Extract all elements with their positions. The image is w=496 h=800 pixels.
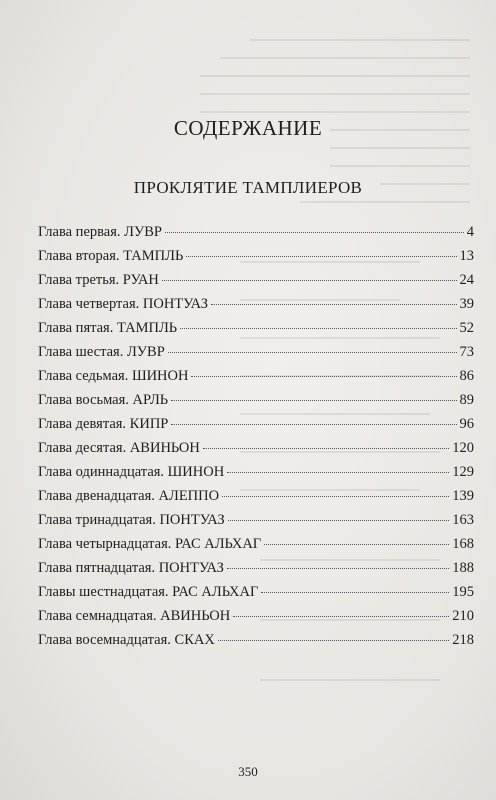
dot-leader bbox=[227, 472, 449, 473]
toc-entry-title: Глава одиннадцатая. ШИНОН bbox=[38, 464, 225, 480]
toc-entry-page: 139 bbox=[452, 488, 474, 504]
dot-leader bbox=[218, 640, 449, 641]
toc-entry-title: Глава шестая. ЛУВР bbox=[38, 344, 165, 360]
toc-entry-title: Глава двенадцатая. АЛЕППО bbox=[38, 488, 220, 504]
toc-entry-title: Глава четвертая. ПОНТУАЗ bbox=[38, 296, 209, 312]
dot-leader bbox=[168, 352, 457, 353]
toc-entry-title: Глава десятая. АВИНЬОН bbox=[38, 440, 200, 456]
toc-entry-page: 86 bbox=[459, 368, 474, 384]
toc-entry bbox=[38, 368, 474, 392]
toc-entry bbox=[38, 560, 474, 584]
toc-entry-page: 73 bbox=[459, 344, 474, 360]
toc-entry bbox=[38, 464, 474, 488]
toc-entry-page: 129 bbox=[452, 464, 474, 480]
toc-entry-title: Глава тринадцатая. ПОНТУАЗ bbox=[38, 512, 225, 528]
toc-entry-page: 24 bbox=[459, 272, 474, 288]
dot-leader bbox=[171, 400, 456, 401]
toc-entry bbox=[38, 488, 474, 512]
toc-entry-title: Глава восьмая. АРЛЬ bbox=[38, 392, 169, 408]
toc-entry bbox=[38, 416, 474, 440]
toc-entry-title: Глава восемнадцатая. СКАХ bbox=[38, 632, 215, 648]
dot-leader bbox=[264, 544, 449, 545]
dot-leader bbox=[191, 376, 456, 377]
toc-entry-page: 52 bbox=[459, 320, 474, 336]
toc-entry-page: 168 bbox=[452, 536, 474, 552]
toc-entry-title: Глава семнадцатая. АВИНЬОН bbox=[38, 608, 231, 624]
toc-entry-page: 13 bbox=[459, 248, 474, 264]
page-number: 350 bbox=[238, 764, 258, 779]
toc-entry-page: 39 bbox=[459, 296, 474, 312]
toc-entry-page: 218 bbox=[452, 632, 474, 648]
toc-entry bbox=[38, 392, 474, 416]
dot-leader bbox=[162, 280, 457, 281]
dot-leader bbox=[228, 520, 450, 521]
toc-entry bbox=[38, 296, 474, 320]
section-title: ПРОКЛЯТИЕ ТАМПЛИЕРОВ bbox=[133, 178, 363, 197]
dot-leader bbox=[233, 616, 449, 617]
toc-entry bbox=[38, 248, 474, 272]
toc-entry-title: Главы шестнадцатая. РАС АЛЬХАГ bbox=[38, 584, 259, 600]
toc-entry bbox=[38, 272, 474, 296]
toc-entry bbox=[38, 632, 474, 656]
dot-leader bbox=[203, 448, 449, 449]
toc-entry-page: 188 bbox=[452, 560, 474, 576]
dot-leader bbox=[171, 424, 456, 425]
toc-entry-title: Глава первая. ЛУВР bbox=[38, 224, 162, 240]
toc-entry bbox=[38, 344, 474, 368]
dot-leader bbox=[180, 328, 456, 329]
toc-entry bbox=[38, 608, 474, 632]
toc-entry bbox=[38, 536, 474, 560]
table-of-contents bbox=[38, 224, 474, 656]
toc-entry-page: 120 bbox=[452, 440, 474, 456]
page-title: СОДЕРЖАНИЕ bbox=[173, 116, 323, 140]
toc-entry-title: Глава седьмая. ШИНОН bbox=[38, 368, 189, 384]
toc-entry-title: Глава девятая. КИПР bbox=[38, 416, 169, 432]
toc-entry-title: Глава третья. РУАН bbox=[38, 272, 159, 288]
dot-leader bbox=[261, 592, 449, 593]
toc-entry bbox=[38, 224, 474, 248]
toc-entry-page: 89 bbox=[459, 392, 474, 408]
toc-entry-page: 195 bbox=[452, 584, 474, 600]
toc-entry bbox=[38, 320, 474, 344]
toc-entry bbox=[38, 512, 474, 536]
dot-leader bbox=[222, 496, 449, 497]
dot-leader bbox=[227, 568, 449, 569]
toc-entry-page: 210 bbox=[452, 608, 474, 624]
toc-entry-title: Глава пятая. ТАМПЛЬ bbox=[38, 320, 178, 336]
toc-entry-title: Глава пятнадцатая. ПОНТУАЗ bbox=[38, 560, 224, 576]
toc-entry bbox=[38, 440, 474, 464]
dot-leader bbox=[165, 232, 464, 233]
toc-entry bbox=[38, 584, 474, 608]
toc-entry-page: 163 bbox=[452, 512, 474, 528]
toc-entry-page: 96 bbox=[459, 416, 474, 432]
toc-entry-title: Глава вторая. ТАМПЛЬ bbox=[38, 248, 184, 264]
dot-leader bbox=[186, 256, 456, 257]
dot-leader bbox=[211, 304, 456, 305]
toc-entry-page: 4 bbox=[466, 224, 474, 240]
toc-entry-title: Глава четырнадцатая. РАС АЛЬХАГ bbox=[38, 536, 262, 552]
